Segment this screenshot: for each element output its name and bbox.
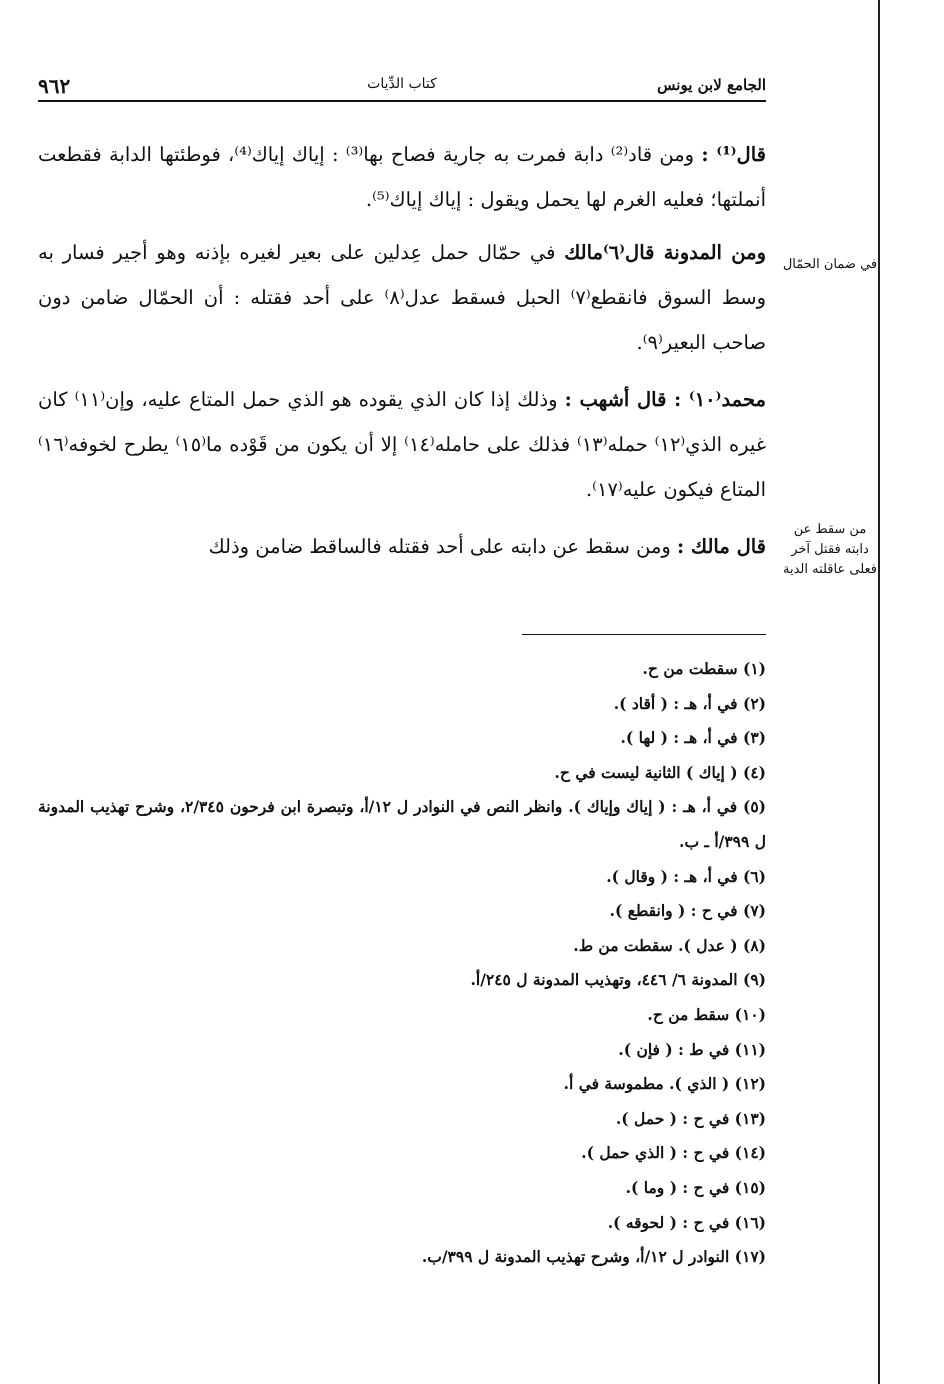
page-number: ٩٦٢ — [38, 74, 71, 98]
footnote: (٧) في ح : ( وانقطع ). — [609, 901, 766, 921]
paragraph — [38, 132, 766, 222]
footnote: (١١) في ط : ( فإن ). — [618, 1039, 766, 1059]
paragraph — [38, 230, 766, 365]
footnote: (١٥) في ح : ( وما ). — [625, 1177, 766, 1197]
margin-note: من سقط عن دابته فقتل آخر فعلى عاقلته الدية — [782, 522, 877, 577]
paragraph-lead: قال⁽¹⁾ : — [701, 143, 766, 166]
footnote: (٥) في أ، هـ : ( إياك وإياك ). وانظر النص في النوادر ل ١٢/أ، وتبصرة ابن فرحون ٢/٣٤٥، وشرح تهذيب المدونة ل ٣٩٩/أ ـ ب. — [38, 797, 767, 851]
book-title: الجامع لابن يونس — [657, 76, 766, 94]
main-text — [38, 132, 766, 581]
paragraph-text: ومن قاد⁽²⁾ دابة فمرت به جارية فصاح بها⁽³⁾ : إياك إياك⁽⁴⁾، فوطئتها الدابة فقطعت أنملتها؛ فعليه الغرم لها يحمل ويقول : إياك إياك⁽⁵⁾. — [38, 143, 766, 211]
paragraph — [38, 377, 766, 512]
footnote: (١٢) ( الذي ). مطموسة في أ. — [563, 1074, 766, 1094]
paragraph-lead: قال مالك : — [677, 535, 766, 558]
footnote: (٦) في أ، هـ : ( وقال ). — [606, 866, 766, 886]
footnote: (١) سقطت من ح. — [642, 659, 766, 678]
header-rule — [38, 100, 766, 102]
footnote: (١٦) في ح : ( لحوقه ). — [607, 1212, 766, 1232]
footnote: (١٤) في ح : ( الذي حمل ). — [581, 1143, 766, 1163]
footnote: (٣) في أ، هـ : ( لها ). — [620, 728, 766, 748]
footnote: (١٣) في ح : ( حمل ). — [615, 1108, 766, 1128]
paragraph-lead: ومن المدونة قال⁽٦⁾مالك — [564, 241, 766, 264]
paragraph — [38, 524, 766, 569]
paragraph-lead: محمد⁽١٠⁾ : قال أشهب : — [564, 388, 766, 411]
margin-note: في ضمان الحمّال — [782, 257, 878, 272]
chapter-title: كتاب الدِّيات — [367, 76, 437, 92]
paragraph-text: ومن سقط عن دابته على أحد فقتله فالساقط ضامن وذلك — [208, 535, 678, 558]
footnote: (١٠) سقط من ح. — [647, 1004, 766, 1024]
footnote: (٨) ( عدل ). سقطت من ط. — [573, 935, 766, 955]
footnote: (٤) ( إياك ) الثانية ليست في ح. — [554, 762, 766, 782]
footnote: (٩) المدونة ٦/ ٤٤٦، وتهذيب المدونة ل ٢٤٥/أ. — [470, 970, 766, 990]
margin-divider-line — [878, 0, 880, 1384]
paragraph-text: وذلك إذا كان الذي يقوده هو الذي حمل المتاع عليه، وإن⁽١١⁾ كان غيره الذي⁽١٢⁾ حمله⁽١٣⁾ فذلك على حامله⁽١٤⁾ إلا أن يكون من قَوْده ما⁽١٥⁾ يطرح لخوفه⁽١٦⁾ المتاع فيكون عليه⁽١٧⁾. — [38, 388, 767, 501]
running-head — [38, 74, 766, 98]
footnote: (٢) في أ، هـ : ( أقاد ). — [613, 693, 766, 713]
paragraph-text: في حمّال حمل عِدلين على بعير لغيره بإذنه وهو أجير فسار به وسط السوق فانقطع⁽٧⁾ الحبل فسقط عدل⁽٨⁾ على أحد فقتله : أن الحمّال ضامن دون صاحب البعير⁽٩⁾. — [38, 241, 766, 354]
footnote-rule — [522, 634, 766, 635]
footnote: (١٧) النوادر ل ١٢/أ، وشرح تهذيب المدونة ل ٣٩٩/ب. — [421, 1247, 766, 1267]
footnotes — [38, 652, 766, 1275]
